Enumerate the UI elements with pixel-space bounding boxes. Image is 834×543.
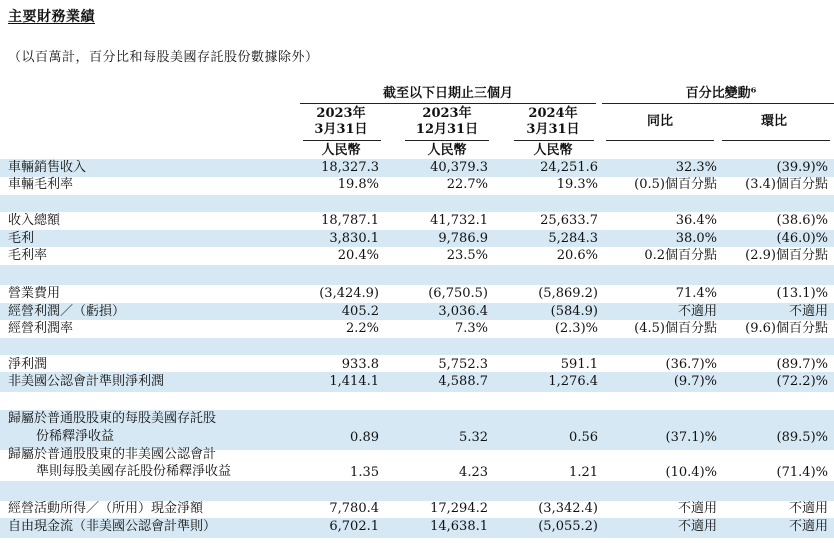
value-cell: 20.4% bbox=[337, 248, 379, 263]
value-cell: 23.5% bbox=[446, 248, 488, 263]
value-cell: 41,732.1 bbox=[430, 213, 488, 228]
row-label: 營業費用 bbox=[8, 286, 61, 301]
header-rule-left bbox=[300, 103, 596, 104]
row-label: 毛利率 bbox=[8, 248, 48, 263]
value-cell: 7.3% bbox=[454, 321, 488, 336]
row-band bbox=[0, 338, 834, 355]
value-cell: 2.2% bbox=[345, 321, 379, 336]
value-cell: (13.1)% bbox=[776, 286, 828, 301]
value-cell: 3,036.4 bbox=[438, 304, 488, 319]
value-cell: 1,414.1 bbox=[329, 374, 379, 389]
value-cell: 3,830.1 bbox=[329, 231, 379, 246]
value-cell: (2.3)% bbox=[554, 321, 598, 336]
header-period-1-date: 3月31日 bbox=[314, 122, 368, 137]
value-cell: (10.4)% bbox=[665, 465, 717, 480]
value-cell: 71.4% bbox=[675, 286, 717, 301]
value-cell: (9.6)個百分點 bbox=[745, 321, 828, 336]
value-cell: (4.5)個百分點 bbox=[634, 321, 717, 336]
value-cell: 5.32 bbox=[459, 430, 488, 445]
value-cell: 不適用 bbox=[788, 519, 828, 534]
value-cell: 38.0% bbox=[675, 231, 717, 246]
value-cell: 不適用 bbox=[677, 304, 717, 319]
value-cell: 19.8% bbox=[337, 177, 379, 192]
header-rule-p1 bbox=[303, 140, 381, 141]
value-cell: (584.9) bbox=[550, 304, 598, 319]
value-cell: (36.7)% bbox=[665, 357, 717, 372]
header-rule-qoq bbox=[722, 140, 830, 141]
value-cell: (89.7)% bbox=[776, 357, 828, 372]
value-cell: (3.4)個百分點 bbox=[745, 177, 828, 192]
value-cell: 7,780.4 bbox=[329, 501, 379, 516]
value-cell: (0.5)個百分點 bbox=[634, 177, 717, 192]
header-group-period: 截至以下日期止三個月 bbox=[382, 86, 513, 101]
row-label: 車輛毛利率 bbox=[8, 177, 74, 192]
value-cell: 0.2個百分點 bbox=[644, 248, 717, 263]
row-label-continued: 份稀釋淨收益 bbox=[36, 429, 115, 444]
row-label: 非美國公認會計準則淨利潤 bbox=[8, 374, 165, 389]
row-band bbox=[0, 265, 834, 285]
value-cell: 591.1 bbox=[560, 357, 598, 372]
value-cell: 不適用 bbox=[788, 304, 828, 319]
value-cell: 0.56 bbox=[569, 430, 598, 445]
header-rule-right bbox=[602, 103, 834, 104]
value-cell: (3,342.4) bbox=[538, 501, 598, 516]
header-period-3-date: 3月31日 bbox=[526, 122, 580, 137]
row-label-continued: 準則每股美國存託股份稀釋淨收益 bbox=[36, 464, 232, 479]
value-cell: 0.89 bbox=[350, 430, 379, 445]
value-cell: 5,752.3 bbox=[438, 357, 488, 372]
value-cell: 不適用 bbox=[788, 501, 828, 516]
value-cell: 22.7% bbox=[446, 177, 488, 192]
header-period-3-year: 2024年 bbox=[528, 106, 578, 121]
value-cell: 933.8 bbox=[341, 357, 379, 372]
value-cell: 25,633.7 bbox=[540, 213, 598, 228]
value-cell: 14,638.1 bbox=[430, 519, 488, 534]
row-label: 淨利潤 bbox=[8, 357, 48, 372]
value-cell: 405.2 bbox=[341, 304, 379, 319]
row-band bbox=[0, 481, 834, 501]
header-period-1-year: 2023年 bbox=[316, 106, 366, 121]
value-cell: 9,786.9 bbox=[438, 231, 488, 246]
value-cell: 36.4% bbox=[675, 213, 717, 228]
value-cell: (9.7)% bbox=[673, 374, 717, 389]
value-cell: 17,294.2 bbox=[430, 501, 488, 516]
value-cell: 24,251.6 bbox=[540, 160, 598, 175]
value-cell: 18,327.3 bbox=[321, 160, 379, 175]
value-cell: 40,379.3 bbox=[430, 160, 488, 175]
header-rule-yoy bbox=[606, 140, 714, 141]
value-cell: (46.0)% bbox=[776, 231, 828, 246]
row-band bbox=[0, 195, 834, 212]
value-cell: 19.3% bbox=[556, 177, 598, 192]
value-cell: (71.4)% bbox=[776, 465, 828, 480]
units-note: （以百萬計，百分比和每股美國存託股份數據除外） bbox=[8, 50, 319, 65]
value-cell: 不適用 bbox=[677, 519, 717, 534]
header-rule-p2 bbox=[405, 140, 489, 141]
value-cell: (6,750.5) bbox=[428, 286, 488, 301]
value-cell: (2.9)個百分點 bbox=[745, 248, 828, 263]
value-cell: 20.6% bbox=[556, 248, 598, 263]
row-label: 自由現金流（非美國公認會計準則） bbox=[8, 519, 217, 534]
header-period-2-date: 12月31日 bbox=[415, 122, 479, 137]
row-label: 經營利潤率 bbox=[8, 321, 74, 336]
value-cell: 1.35 bbox=[350, 465, 379, 480]
header-period-1-unit: 人民幣 bbox=[321, 143, 361, 158]
page-title: 主要財務業績 bbox=[8, 9, 95, 25]
header-rule-p3 bbox=[514, 140, 594, 141]
row-label: 歸屬於普通股股東的每股美國存託股 bbox=[8, 411, 217, 426]
value-cell: (38.6)% bbox=[776, 213, 828, 228]
header-group-change: 百分比變動⁶ bbox=[685, 86, 757, 101]
row-label: 車輛銷售收入 bbox=[8, 160, 87, 175]
value-cell: 18,787.1 bbox=[321, 213, 379, 228]
row-label: 經營利潤／（虧損） bbox=[8, 304, 126, 319]
value-cell: 6,702.1 bbox=[329, 519, 379, 534]
value-cell: 32.3% bbox=[675, 160, 717, 175]
header-period-2-year: 2023年 bbox=[422, 106, 472, 121]
row-label: 收入總額 bbox=[8, 213, 61, 228]
value-cell: (39.9)% bbox=[776, 160, 828, 175]
header-yoy: 同比 bbox=[646, 114, 673, 129]
value-cell: (72.2)% bbox=[776, 374, 828, 389]
value-cell: (3,424.9) bbox=[319, 286, 379, 301]
row-label: 經營活動所得／（所用）現金淨額 bbox=[8, 501, 204, 516]
value-cell: (5,869.2) bbox=[538, 286, 598, 301]
row-label: 毛利 bbox=[8, 231, 35, 246]
value-cell: 4.23 bbox=[459, 465, 488, 480]
value-cell: (89.5)% bbox=[776, 430, 828, 445]
value-cell: 5,284.3 bbox=[548, 231, 598, 246]
value-cell: (37.1)% bbox=[665, 430, 717, 445]
header-period-2-unit: 人民幣 bbox=[427, 143, 467, 158]
value-cell: 4,588.7 bbox=[438, 374, 488, 389]
header-qoq: 環比 bbox=[760, 114, 787, 129]
row-label: 歸屬於普通股股東的非美國公認會計 bbox=[8, 447, 217, 462]
value-cell: 1.21 bbox=[569, 465, 598, 480]
value-cell: 1,276.4 bbox=[548, 374, 598, 389]
header-period-3-unit: 人民幣 bbox=[533, 143, 573, 158]
value-cell: (5,055.2) bbox=[538, 519, 598, 534]
value-cell: 不適用 bbox=[677, 501, 717, 516]
